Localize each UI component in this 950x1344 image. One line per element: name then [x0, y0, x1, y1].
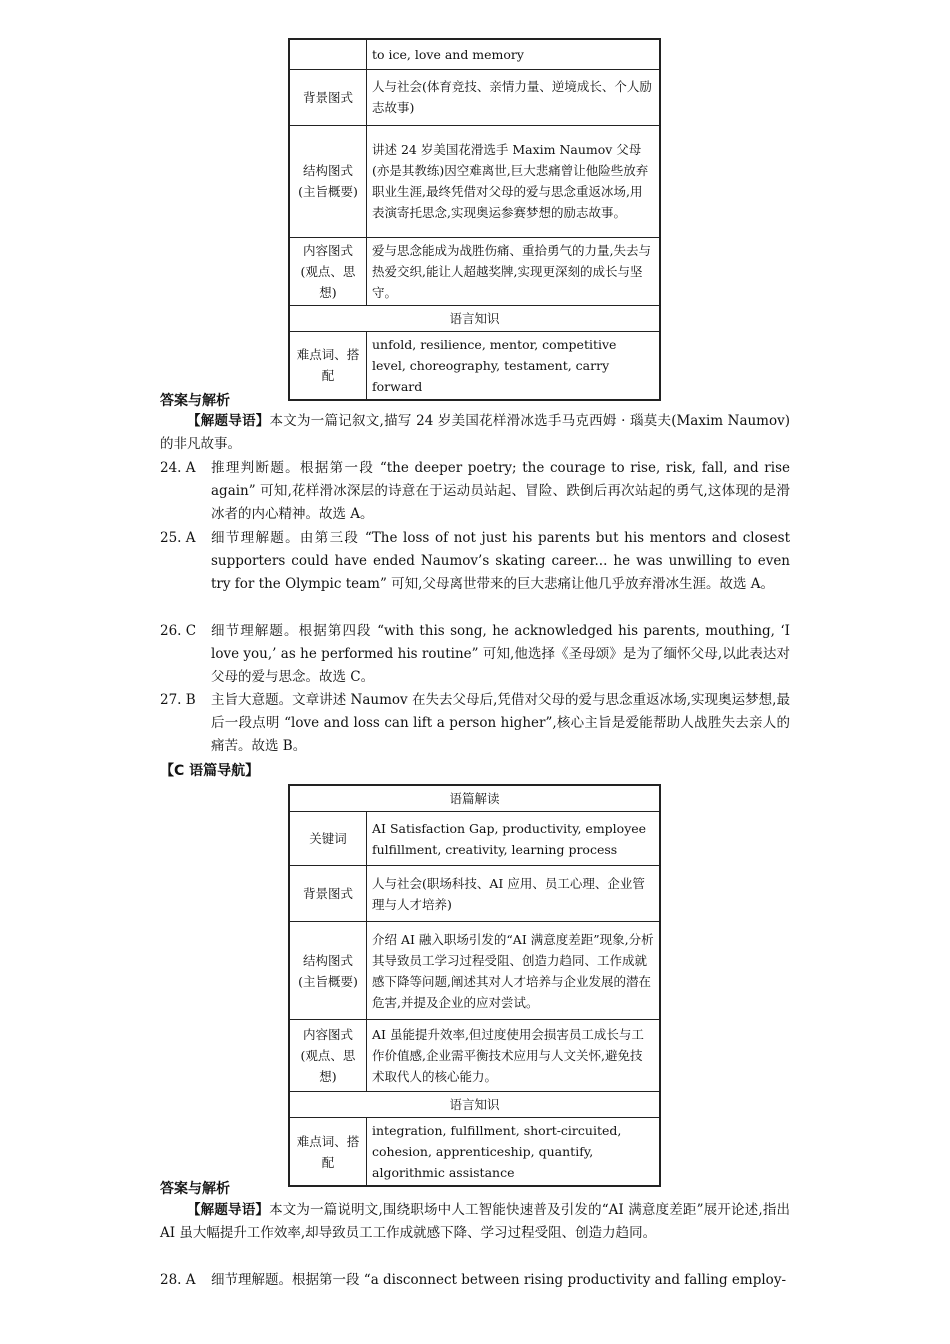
table-row	[289, 305, 660, 331]
table-row	[289, 331, 660, 400]
answer-item	[160, 527, 790, 596]
row-label: 内容图式 (观点、思想)	[289, 1020, 367, 1092]
guide-text: 本文为一篇记叙文,描写 24 岁美国花样滑冰选手马克西姆 · 瑙莫夫(Maxim Naumov)的非凡故事。	[160, 413, 791, 452]
guide-paragraph	[160, 410, 790, 456]
answer-number: 26. C	[160, 623, 197, 639]
table-row	[289, 812, 660, 866]
vocab-value: integration, fulfillment, short-circuited, cohesion, apprenticeship, quantify, algorithmic assistance	[367, 1118, 661, 1187]
answer-text: 主旨大意题。文章讲述 Naumov 在失去父母后,凭借对父母的爱与思念重返冰场,实现奥运梦想,最后一段点明 “love and loss can lift a person higher”,核心主旨是爱能帮助人战胜失去亲人的痛苦。故选 B。	[211, 692, 790, 754]
row-value: 爱与思念能成为战胜伤痛、重拾勇气的力量,失去与热爱交织,能让人超越奖牌,实现更深刻的成长与坚守。	[367, 237, 661, 305]
answer-text: 细节理解题。根据第一段 “a disconnect between rising productivity and falling employ-	[211, 1272, 787, 1288]
row-label: 背景图式	[289, 69, 367, 125]
guide-label: 【解题导语】	[187, 413, 270, 429]
answers-title: 答案与解析	[160, 1181, 230, 1197]
language-knowledge-header: 语言知识	[289, 1092, 660, 1118]
guide-label: 【解题导语】	[187, 1202, 270, 1218]
guide-text: 本文为一篇说明文,围绕职场中人工智能快速普及引发的“AI 满意度差距”展开论述,指出 AI 虽大幅提升工作效率,却导致员工工作成就感下降、学习过程受阻、创造力趋同。	[160, 1202, 791, 1241]
row-value: to ice, love and memory	[367, 39, 661, 69]
reading-interpretation-header: 语篇解读	[289, 785, 660, 812]
table-row	[289, 922, 660, 1020]
row-value: AI Satisfaction Gap, productivity, employee fulfillment, creativity, learning process	[367, 812, 661, 866]
answer-item	[160, 689, 790, 758]
language-knowledge-header: 语言知识	[289, 305, 660, 331]
table-row	[289, 125, 660, 237]
vocab-label: 难点词、搭配	[289, 1118, 367, 1187]
vocab-label: 难点词、搭配	[289, 331, 367, 400]
row-value: 讲述 24 岁美国花滑选手 Maxim Naumov 父母(亦是其教练)因空难离世,巨大悲痛曾让他险些放弃职业生涯,最终凭借对父母的爱与思念重返冰场,用表演寄托思念,实现奥运参赛梦想的励志故事。	[367, 125, 661, 237]
answer-number: 27. B	[160, 692, 196, 708]
row-value: 人与社会(体育竞技、亲情力量、逆境成长、个人励志故事)	[367, 69, 661, 125]
guide-paragraph	[160, 1199, 790, 1245]
answers-title: 答案与解析	[160, 393, 230, 409]
row-label: 结构图式 (主旨概要)	[289, 125, 367, 237]
table-row	[289, 69, 660, 125]
table-row	[289, 1092, 660, 1118]
answer-number: 25. A	[160, 530, 196, 546]
answer-item	[160, 620, 790, 689]
answer-text: 细节理解题。由第三段 “The loss of not just his parents but his mentors and closest supporters could have ended Naumov’s skating career... he was unwilling to even try for the Olympic team” 可知,父母离世带来的巨大悲痛让他几乎放弃滑冰生涯。故选 A。	[211, 530, 790, 592]
table-row	[289, 1118, 660, 1187]
answer-text: 细节理解题。根据第四段 “with this song, he acknowledged his parents, mouthing, ‘I love you,’ as he performed his routine” 可知,他选择《圣母颂》是为了缅怀父母,以此表达对父母的爱与思念。故选 C。	[211, 623, 790, 685]
section-c-title: 【C 语篇导航】	[160, 763, 260, 779]
reading-navigation-table-c	[288, 784, 661, 1187]
answer-item	[160, 457, 790, 526]
answer-text: 推理判断题。根据第一段 “the deeper poetry; the courage to rise, risk, fall, and rise again” 可知,花样滑冰深层的诗意在于运动员站起、冒险、跌倒后再次站起的勇气,这体现的是滑冰者的内心精神。故选 A。	[211, 460, 790, 522]
answer-number: 24. A	[160, 460, 196, 476]
answer-item	[160, 1269, 790, 1292]
table-row	[289, 1020, 660, 1092]
table-row	[289, 785, 660, 812]
answer-number: 28. A	[160, 1272, 196, 1288]
row-value: 人与社会(职场科技、AI 应用、员工心理、企业管理与人才培养)	[367, 866, 661, 922]
table-row	[289, 866, 660, 922]
vocab-value: unfold, resilience, mentor, competitive level, choreography, testament, carry forward	[367, 331, 661, 400]
row-label: 内容图式 (观点、思想)	[289, 237, 367, 305]
table-row	[289, 39, 660, 69]
row-label: 背景图式	[289, 866, 367, 922]
row-label: 结构图式 (主旨概要)	[289, 922, 367, 1020]
table-row	[289, 237, 660, 305]
row-label	[289, 39, 367, 69]
row-value: AI 虽能提升效率,但过度使用会损害员工成长与工作价值感,企业需平衡技术应用与人文关怀,避免技术取代人的核心能力。	[367, 1020, 661, 1092]
reading-navigation-table-b	[288, 38, 661, 401]
row-label: 关键词	[289, 812, 367, 866]
row-value: 介绍 AI 融入职场引发的“AI 满意度差距”现象,分析其导致员工学习过程受阻、创造力趋同、工作成就感下降等问题,阐述其对人才培养与企业发展的潜在危害,并提及企业的应对尝试。	[367, 922, 661, 1020]
